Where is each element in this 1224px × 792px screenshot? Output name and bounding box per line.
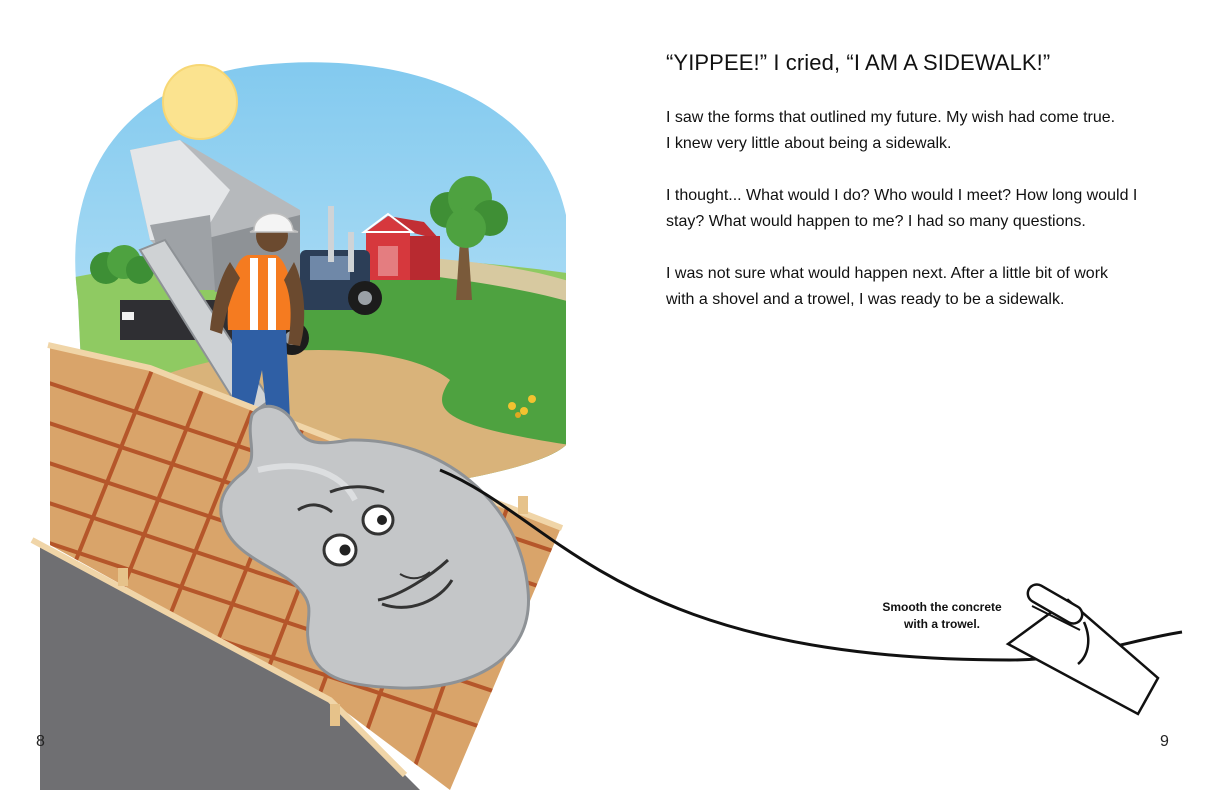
paragraph-line: stay? What would happen to me? I had so many questions. [666,213,1086,230]
paragraph-3 [666,261,1186,313]
page-heading: “YIPPEE!” I cried, “I AM A SIDEWALK!” [666,50,1051,75]
paragraph-line: I knew very little about being a sidewalk. [666,135,952,152]
paragraph-line: with a shovel and a trowel, I was ready to be a sidewalk. [666,291,1065,308]
paragraph-line: I thought... What would I do? Who would I meet? How long would I [666,187,1138,204]
paragraph-line: I saw the forms that outlined my future. My wish had come true. [666,109,1116,126]
paragraph-line: I was not sure what would happen next. After a little bit of work [666,265,1109,282]
caption-line: Smooth the concrete [882,600,1002,614]
trowel-caption [862,599,1022,633]
page-number-left: 8 [36,733,45,750]
caption-line: with a trowel. [903,617,980,631]
trowel-icon [1008,581,1158,714]
page-number-right: 9 [1160,733,1169,750]
paragraph-2 [666,183,1186,235]
sun-icon [163,65,237,139]
paragraph-1 [666,105,1186,157]
